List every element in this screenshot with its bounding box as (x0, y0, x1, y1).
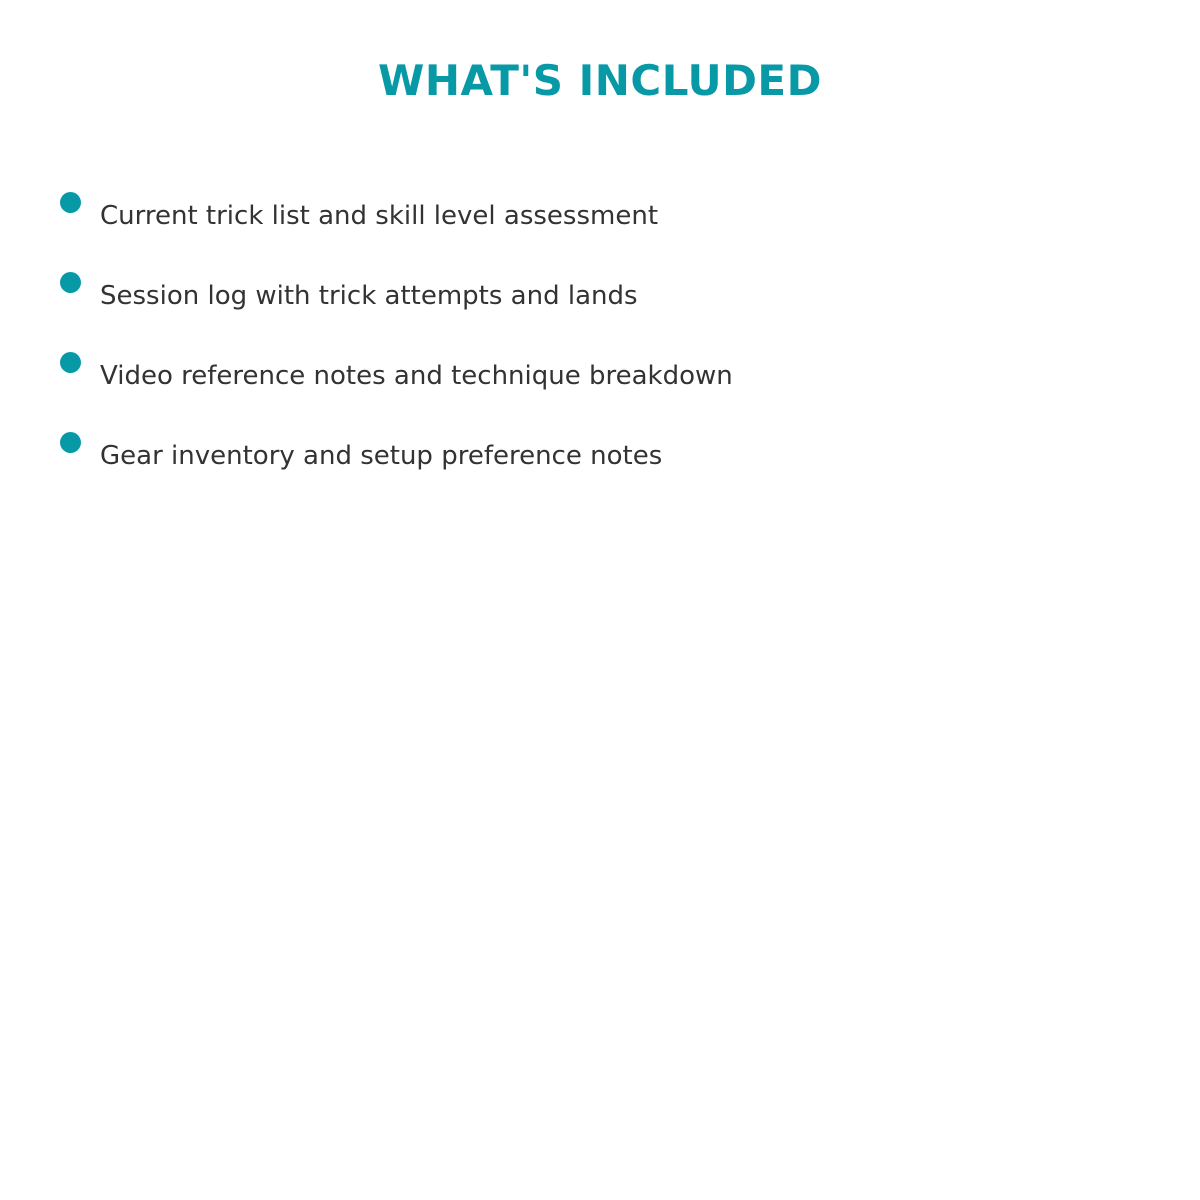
feature-text: Session log with trick attempts and lands (100, 281, 638, 311)
bullet-dot-icon (60, 272, 81, 293)
feature-text: Current trick list and skill level assessment (100, 201, 659, 231)
bullet-dot-icon (60, 432, 81, 453)
feature-text: Video reference notes and technique breakdown (100, 361, 733, 391)
feature-text: Gear inventory and setup preference notes (100, 441, 663, 471)
bullet-dot-icon (60, 352, 81, 373)
bullet-dot-icon (60, 192, 81, 213)
page-title: WHAT'S INCLUDED (378, 56, 822, 105)
